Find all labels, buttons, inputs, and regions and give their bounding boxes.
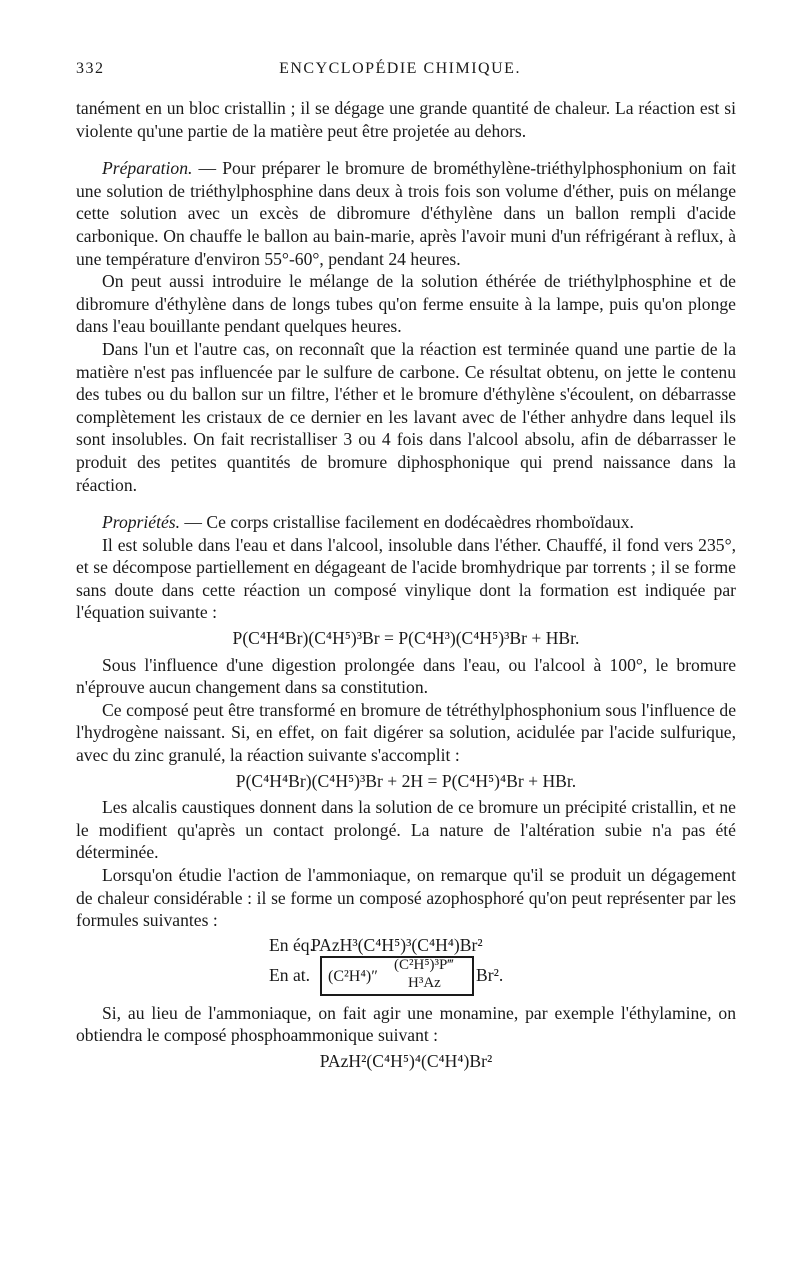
page-number: 332 xyxy=(76,60,105,77)
formula-label-atomic: En at. xyxy=(269,964,311,985)
azophosphorus-formulas xyxy=(76,934,736,992)
paragraph-tubes: On peut aussi introduire le mélange de la solution éthérée de triéthylphosphine et de dibromure d'éthylène dans de longs tubes qu'on ferme ensuite à la lampe, puis qu'on plonge dans l'eau bouillante pendant quelques heures. xyxy=(76,271,736,337)
bracket-ammonia: H³Az xyxy=(408,974,441,991)
formula-atomic-bromide: Br². xyxy=(476,964,504,985)
properties-text: — Ce corps cristallise facilement en dodécaèdres rhomboïdaux. xyxy=(180,512,634,533)
paragraph-ammonia: Lorsqu'on étudie l'action de l'ammoniaque, on remarque qu'il se produit un dégagement de chaleur considérable : il se forme un composé azophosphoré qu'on peut représenter par les formules suivantes : xyxy=(76,865,736,931)
equation-phosphoammonium: PAzH²(C⁴H⁵)⁴(C⁴H⁴)Br² xyxy=(319,1050,493,1071)
page-body xyxy=(76,97,736,1077)
formula-atomic-bracket xyxy=(320,956,474,996)
equation-reduction: P(C⁴H⁴Br)(C⁴H⁵)³Br + 2H = P(C⁴H⁵)⁴Br + HBr. xyxy=(235,770,577,791)
bracket-ethylene: (C²H⁴)″ xyxy=(328,967,378,985)
paragraph-hydrogen: Ce composé peut être transformé en bromure de tétréthylphosphonium sous l'influence de l'hydrogène naissant. Si, en effet, on fait digérer sa solution, acidulée par l'acide sulfurique, avec du zinc granulé, la réaction suivante s'accomplit : xyxy=(76,699,736,766)
section-label-preparation: Préparation. xyxy=(102,158,193,179)
paragraph-continuation: tanément en un bloc cristallin ; il se dégage une grande quantité de chaleur. La réaction est si violente qu'une partie de la matière peut être projetée au dehors. xyxy=(76,98,736,141)
equation-vinyl: P(C⁴H⁴Br)(C⁴H⁵)³Br = P(C⁴H³)(C⁴H⁵)³Br + HBr. xyxy=(232,628,580,649)
section-label-properties: Propriétés. xyxy=(102,512,181,533)
paragraph-digestion: Sous l'influence d'une digestion prolongée dans l'eau, ou l'alcool à 100°, le bromure n'éprouve aucun changement dans sa constitution. xyxy=(76,654,736,698)
paragraph-alkalis: Les alcalis caustiques donnent dans la solution de ce bromure un précipité cristallin, et ne le modifient qu'après un contact prolongé. La nature de l'altération subie n'a pas été déterminée. xyxy=(76,797,736,863)
running-title: ENCYCLOPÉDIE CHIMIQUE. xyxy=(279,60,521,77)
paragraph-monamine: Si, au lieu de l'ammoniaque, on fait agir une monamine, par exemple l'éthylamine, on obtiendra le composé phosphoammonique suivant : xyxy=(76,1002,736,1046)
preparation-text: — Pour préparer le bromure de brométhylène-triéthylphosphonium on fait une solution de triéthylphosphine dans deux à trois fois son volume d'éther, puis on mélange cette solution avec un excès de dibromure d'éthylène dans un ballon rempli d'acide carbonique. On chauffe le ballon au bain-marie, après l'avoir muni d'un réfrigérant à reflux, à une température d'environ 55°-60°, pendant 24 heures. xyxy=(76,158,736,269)
paragraph-properties xyxy=(76,511,736,534)
formula-label-equivalents: En éq. xyxy=(269,934,314,955)
paragraph-solubility: Il est soluble dans l'eau et dans l'alcool, insoluble dans l'éther. Chauffé, il fond vers 235°, et se décompose partiellement en dégageant de l'acide bromhydrique par torrents ; il se forme sans doute dans cette réaction un composé vinylique dont la formation est indiquée par l'équation suivante : xyxy=(76,534,736,623)
paragraph-filtration: Dans l'un et l'autre cas, on reconnaît que la réaction est terminée quand une partie de la matière n'est pas influencée par le sulfure de carbone. Ce résultat obtenu, on jette le contenu des tubes ou du ballon sur un filtre, l'éther et le bromure d'éthylène s'écoulent, on débarrasse complètement les cristaux de ce dernier en les lavant avec de l'éther anhydre dans lequel ils sont insolubles. On fait recristalliser 3 ou 4 fois dans l'alcool absolu, afin de débarrasser le produit des petites quantités de bromure diphosphonique qui prend naissance dans la réaction. xyxy=(76,338,736,495)
bracket-phosphine: (C²H⁵)³P‴ xyxy=(394,956,454,973)
page-header xyxy=(76,60,724,84)
paragraph-preparation xyxy=(76,157,736,270)
formula-equivalents: PAzH³(C⁴H⁵)³(C⁴H⁴)Br² xyxy=(311,934,483,955)
